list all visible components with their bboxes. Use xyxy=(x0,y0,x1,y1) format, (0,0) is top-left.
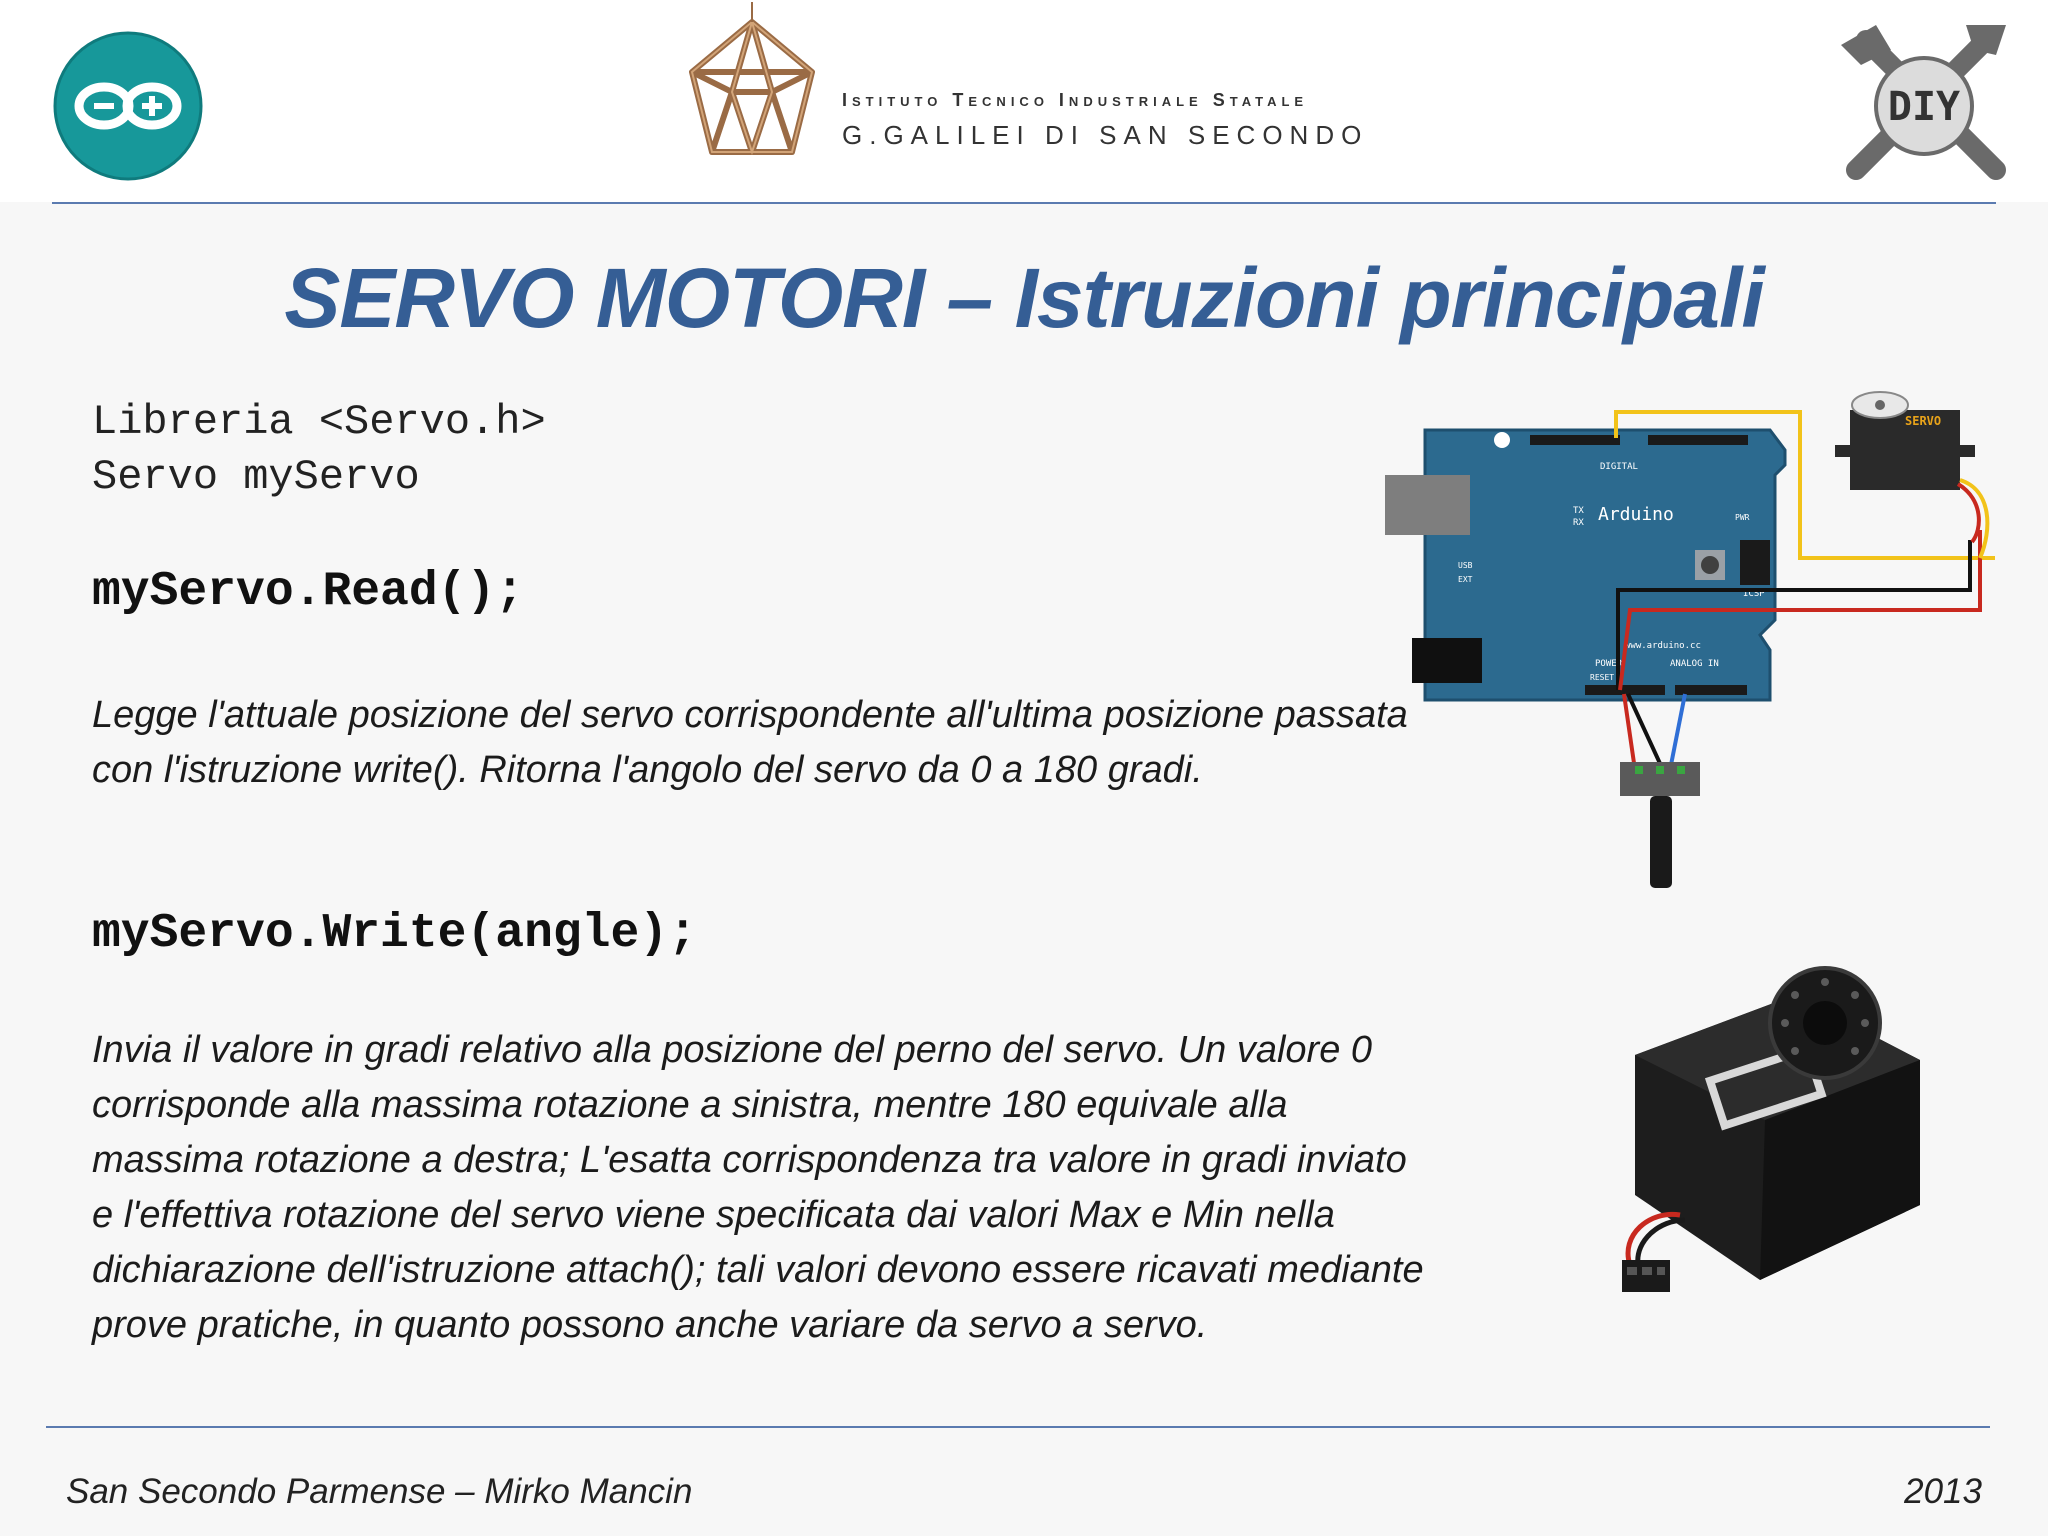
reset-label: RESET xyxy=(1590,673,1615,682)
tx-label: TX xyxy=(1573,506,1584,516)
school-name-line2: G.GALILEI DI SAN SECONDO xyxy=(842,120,1369,150)
pwr-label: PWR xyxy=(1735,513,1750,522)
header xyxy=(0,0,2048,202)
header-divider xyxy=(52,202,1996,204)
write-description: Invia il valore in gradi relativo alla posizione del perno del servo. Un valore 0 corrisponde alla massima rotazione a sinistra, mentre 180 equivale alla massima rotazione a destra; L'esatta corrispondenza tra valore in gradi inviato e l'effettiva rotazione del servo viene specificata dai valori Max e Min nella dichiarazione dell'istruzione attach(); tali valori devono essere ricavati mediante prove pratiche, in quanto possono anche variare da servo a servo. xyxy=(92,1029,1424,1346)
power-jack xyxy=(1412,638,1482,683)
write-function-heading: myServo.Write(angle); xyxy=(92,907,697,961)
arduino-servo-wiring-diagram xyxy=(1380,380,2000,910)
potentiometer-knob xyxy=(1650,796,1672,888)
arduino-board-label: Arduino xyxy=(1598,504,1674,525)
ext-label: EXT xyxy=(1458,575,1473,584)
digital-label: DIGITAL xyxy=(1600,462,1638,472)
diy-label: DIY xyxy=(1887,84,1961,130)
arduino-logo-icon xyxy=(52,30,204,182)
servo-motor-photo xyxy=(1590,965,1950,1335)
school-name-line1: Istituto Tecnico Industriale Statale xyxy=(842,90,1309,110)
usb-label: USB xyxy=(1458,561,1473,570)
usb-port xyxy=(1385,475,1470,535)
library-line: Libreria <Servo.h> xyxy=(92,398,546,446)
website-label: www.arduino.cc xyxy=(1625,641,1701,651)
rx-label: RX xyxy=(1573,518,1584,528)
school-logo-icon xyxy=(672,2,832,177)
power-label: POWER xyxy=(1595,659,1623,669)
page-title: SERVO MOTORI – Istruzioni principali xyxy=(284,251,1764,345)
servo-diagram-label: SERVO xyxy=(1905,414,1942,428)
footer-author: San Secondo Parmense – Mirko Mancin xyxy=(66,1472,693,1511)
diy-tools-logo-icon xyxy=(1836,20,2014,190)
analog-label: ANALOG IN xyxy=(1670,659,1719,669)
footer-divider xyxy=(46,1426,1990,1428)
declaration-line: Servo myServo xyxy=(92,453,420,501)
icsp-label: ICSP xyxy=(1743,589,1765,599)
footer-year: 2013 xyxy=(1904,1472,1982,1511)
read-function-heading: myServo.Read(); xyxy=(92,565,525,619)
read-description: Legge l'attuale posizione del servo corrispondente all'ultima posizione passata con l'istruzione write(). Ritorna l'angolo del servo da 0 a 180 gradi. xyxy=(92,694,1408,791)
